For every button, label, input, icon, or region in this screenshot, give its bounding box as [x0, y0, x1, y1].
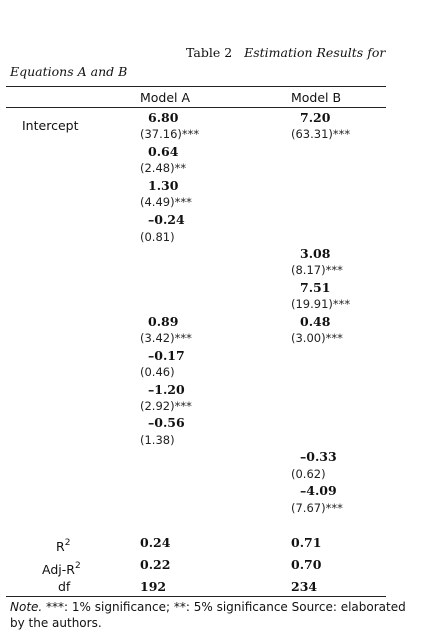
column-header-model-b: Model B: [291, 90, 342, 105]
model-a-adj-r2: 0.22: [140, 557, 171, 572]
model-a-se-1: (37.16)***: [140, 127, 200, 141]
model-a-se-8: (1.38): [140, 433, 175, 447]
top-rule: [6, 86, 386, 87]
model-b-se-5: (0.62): [291, 467, 326, 481]
model-a-se-5: (3.42)***: [140, 331, 192, 345]
model-a-coef-8: –0.56: [148, 415, 185, 430]
model-a-se-2: (2.48)**: [140, 161, 187, 175]
model-b-se-1: (63.31)***: [291, 127, 351, 141]
model-b-adj-r2: 0.70: [291, 557, 322, 572]
row-label-adj-r2: Adj-$R^2$: [42, 561, 81, 577]
row-label-r2: $R^2$: [56, 538, 71, 554]
model-b-se-6: (7.67)***: [291, 501, 343, 515]
model-a-coef-6: –0.17: [148, 348, 185, 363]
model-b-coef-6: –4.09: [300, 483, 337, 498]
model-a-df: 192: [140, 579, 167, 594]
table-note: [10, 599, 410, 631]
model-a-se-6: (0.46): [140, 365, 175, 379]
table-number: Table 2: [186, 45, 233, 60]
row-label-intercept: Intercept: [22, 118, 79, 133]
bottom-rule: [6, 596, 386, 597]
model-a-coef-2: 0.64: [148, 144, 179, 159]
model-b-coef-3: 7.51: [300, 280, 331, 295]
model-a-coef-7: –1.20: [148, 382, 185, 397]
model-b-r2: 0.71: [291, 535, 322, 550]
row-label-df: df: [58, 579, 71, 594]
column-header-model-a: Model A: [140, 90, 191, 105]
model-b-se-3: (19.91)***: [291, 297, 351, 311]
table-title-text: Estimation Results for: [244, 45, 386, 60]
table-title: [186, 45, 385, 61]
model-a-se-3: (4.49)***: [140, 195, 192, 209]
model-b-coef-4: 0.48: [300, 314, 331, 329]
model-a-se-4: (0.81): [140, 230, 175, 244]
header-rule: [6, 107, 386, 108]
note-text: ***: 1% significance; **: 5% significance Source: elaborated by the authors.: [10, 600, 406, 630]
model-b-coef-1: 7.20: [300, 110, 331, 125]
model-b-coef-2: 3.08: [300, 246, 331, 261]
model-a-coef-5: 0.89: [148, 314, 179, 329]
model-a-se-7: (2.92)***: [140, 399, 192, 413]
model-b-df: 234: [291, 579, 318, 594]
model-b-se-2: (8.17)***: [291, 263, 343, 277]
note-label: Note.: [10, 600, 43, 614]
model-a-coef-1: 6.80: [148, 110, 179, 125]
model-b-coef-5: –0.33: [300, 449, 337, 464]
model-a-r2: 0.24: [140, 535, 171, 550]
model-a-coef-3: 1.30: [148, 178, 179, 193]
model-a-coef-4: –0.24: [148, 212, 185, 227]
model-b-se-4: (3.00)***: [291, 331, 343, 345]
table-title-continuation: Equations A and B: [10, 64, 128, 79]
